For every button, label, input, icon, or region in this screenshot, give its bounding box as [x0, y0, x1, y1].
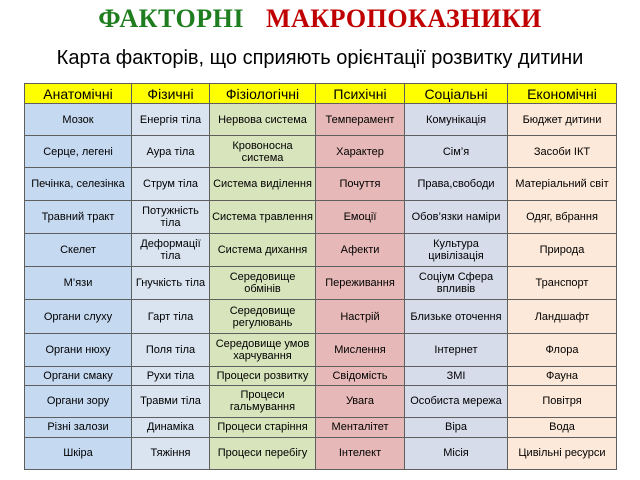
table-cell: Інтелект: [316, 437, 405, 469]
table-cell: Процеси гальмування: [210, 385, 316, 417]
table-row: [25, 333, 617, 366]
header-mental: Психічні: [316, 84, 405, 104]
table-cell: Свідомість: [316, 366, 405, 385]
table-cell: Цивільні ресурси: [508, 437, 617, 469]
table-cell: Близьке оточення: [405, 300, 508, 333]
table-cell: Травний тракт: [25, 200, 132, 233]
table-cell: Енергія тіла: [132, 104, 210, 136]
table-cell: Система травлення: [210, 200, 316, 233]
table-cell: Система виділення: [210, 168, 316, 200]
table-cell: Різні залози: [25, 417, 132, 437]
table-row: [25, 300, 617, 333]
table-cell: Фауна: [508, 366, 617, 385]
header-row: [25, 84, 617, 104]
table-row: [25, 168, 617, 200]
table-row: [25, 267, 617, 300]
table-cell: Шкіра: [25, 437, 132, 469]
table-cell: Тяжіння: [132, 437, 210, 469]
header-physiological: Фізіологічні: [210, 84, 316, 104]
table-cell: Права,свободи: [405, 168, 508, 200]
table-cell: ЗМІ: [405, 366, 508, 385]
header-physical: Фізичні: [132, 84, 210, 104]
table-cell: Органи слуху: [25, 300, 132, 333]
table-cell: Інтернет: [405, 333, 508, 366]
table-cell: М’язи: [25, 267, 132, 300]
header-economic: Економічні: [508, 84, 617, 104]
table-cell: Органи зору: [25, 385, 132, 417]
table-cell: Особиста мережа: [405, 385, 508, 417]
table-cell: Вода: [508, 417, 617, 437]
header-anatomical: Анатомічні: [25, 84, 132, 104]
table-cell: Переживання: [316, 267, 405, 300]
table-cell: Культура цивілізація: [405, 233, 508, 266]
table-cell: Засоби ІКТ: [508, 136, 617, 168]
table-cell: Характер: [316, 136, 405, 168]
table-row: [25, 104, 617, 136]
table-cell: Матеріальний світ: [508, 168, 617, 200]
table-row: [25, 366, 617, 385]
table-cell: Флора: [508, 333, 617, 366]
table-cell: Процеси старіння: [210, 417, 316, 437]
table-cell: Процеси розвитку: [210, 366, 316, 385]
table-cell: Аура тіла: [132, 136, 210, 168]
table-cell: Увага: [316, 385, 405, 417]
table-header: [25, 84, 617, 104]
table-cell: Настрій: [316, 300, 405, 333]
table-cell: Гнучкість тіла: [132, 267, 210, 300]
table-cell: Темперамент: [316, 104, 405, 136]
table-cell: Соціум Сфера впливів: [405, 267, 508, 300]
table-cell: Нервова система: [210, 104, 316, 136]
table-cell: Мозок: [25, 104, 132, 136]
table-cell: Серце, легені: [25, 136, 132, 168]
table-cell: Струм тіла: [132, 168, 210, 200]
table-cell: Мислення: [316, 333, 405, 366]
table-cell: Середовище обмінів: [210, 267, 316, 300]
table-cell: Середовище умов харчування: [210, 333, 316, 366]
table-cell: Віра: [405, 417, 508, 437]
table-cell: Менталітет: [316, 417, 405, 437]
table-cell: Потужність тіла: [132, 200, 210, 233]
table-cell: Печінка, селезінка: [25, 168, 132, 200]
table-cell: Почуття: [316, 168, 405, 200]
table-cell: Кровоносна система: [210, 136, 316, 168]
table-cell: Процеси перебігу: [210, 437, 316, 469]
table-cell: Сім’я: [405, 136, 508, 168]
table-cell: Одяг, вбрання: [508, 200, 617, 233]
table-row: [25, 200, 617, 233]
table-cell: Гарт тіла: [132, 300, 210, 333]
table-cell: Динаміка: [132, 417, 210, 437]
table-cell: Місія: [405, 437, 508, 469]
table-cell: Органи смаку: [25, 366, 132, 385]
table-row: [25, 136, 617, 168]
table-cell: Емоції: [316, 200, 405, 233]
page-subtitle: Карта факторів, що сприяють орієнтації розвитку дитини: [56, 47, 584, 69]
table-body: [25, 104, 617, 470]
table-cell: Деформації тіла: [132, 233, 210, 266]
table-cell: Повітря: [508, 385, 617, 417]
table-cell: Ландшафт: [508, 300, 617, 333]
table-cell: Система дихання: [210, 233, 316, 266]
table-cell: Афекти: [316, 233, 405, 266]
table-cell: Скелет: [25, 233, 132, 266]
factors-table: [24, 83, 617, 470]
table-cell: Комунікація: [405, 104, 508, 136]
page-title: [0, 4, 640, 34]
table-row: [25, 417, 617, 437]
table-cell: Середовище регулювань: [210, 300, 316, 333]
table-cell: Транспорт: [508, 267, 617, 300]
title-part-factor: ФАКТОРНІ: [98, 4, 244, 33]
header-social: Соціальні: [405, 84, 508, 104]
table-cell: Поля тіла: [132, 333, 210, 366]
table-row: [25, 385, 617, 417]
table-cell: Рухи тіла: [132, 366, 210, 385]
table-row: [25, 233, 617, 266]
table-cell: Органи нюху: [25, 333, 132, 366]
table-cell: Обов’язки наміри: [405, 200, 508, 233]
title-part-macro: МАКРОПОКАЗНИКИ: [265, 4, 542, 33]
table-cell: Бюджет дитини: [508, 104, 617, 136]
table-cell: Травми тіла: [132, 385, 210, 417]
table-cell: Природа: [508, 233, 617, 266]
table-row: [25, 437, 617, 469]
